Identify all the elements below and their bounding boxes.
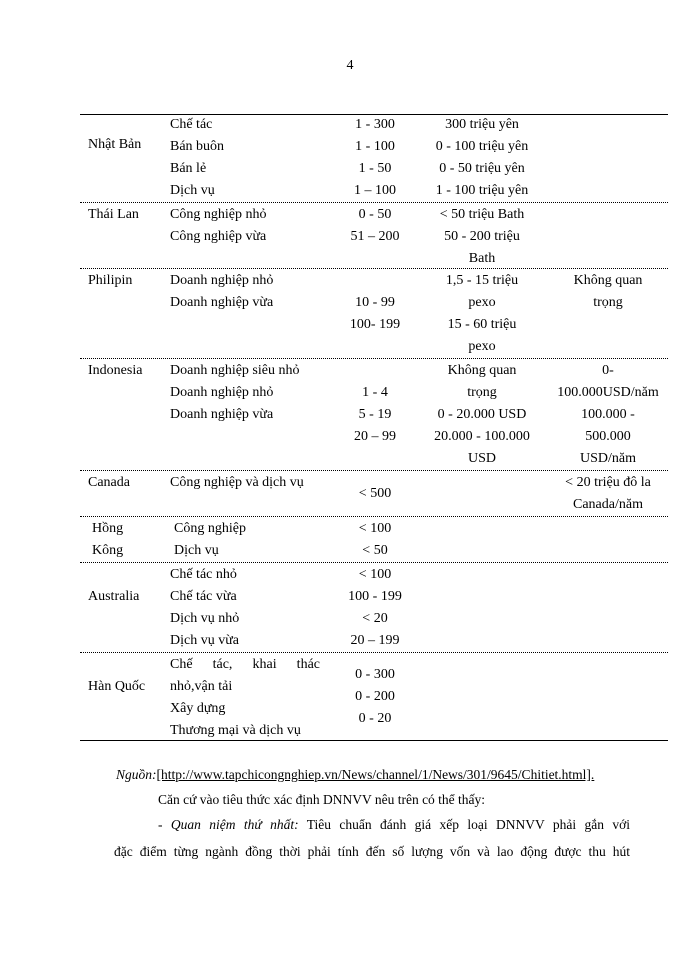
sector-cell: Chế tác vừa [170,589,237,604]
country-cell: Indonesia [88,363,143,378]
sector-cell: Bán buôn [170,139,225,154]
country-cell: Australia [88,589,140,604]
revenue-cell: Canada/năm [573,497,643,512]
sector-cell: Chế tác, khai thác [170,657,320,672]
source-line [116,766,594,784]
sector-cell: Doanh nghiệp vừa [170,407,274,422]
employees-cell: 0 - 200 [355,689,395,704]
paragraph-line: Căn cứ vào tiêu thức xác định DNNVV nêu trên có thể thấy: [158,792,486,807]
employees-cell: 20 – 199 [350,633,400,648]
country-cell: Kông [92,543,124,558]
sector-cell: Xây dựng [170,701,226,716]
revenue-cell: < 20 triệu đô la [565,475,651,490]
capital-cell: 0 - 50 triệu yên [439,161,525,176]
employees-cell: 51 – 200 [350,229,400,244]
sector-cell: Chế tác [170,117,213,132]
source-link[interactable]: [http://www.tapchicongnghiep.vn/News/channel/1/News/301/9645/Chitiet.html]. [156,767,595,782]
capital-cell: 50 - 200 triệu [444,229,520,244]
employees-cell: < 500 [358,486,392,501]
employees-cell: < 100 [358,567,392,582]
capital-cell: 300 triệu yên [445,117,519,132]
employees-cell: 100 - 199 [348,589,402,604]
row-divider [80,358,668,359]
sector-cell: Chế tác nhỏ [170,567,237,582]
row-divider [80,202,668,203]
employees-cell: 1 - 4 [362,385,388,400]
revenue-cell: trọng [593,295,623,310]
sector-cell: Công nghiệp nhỏ [170,207,267,222]
revenue-cell: USD/năm [580,451,636,466]
table-top-border [80,114,668,115]
capital-cell: pexo [468,295,496,310]
employees-cell: 10 - 99 [355,295,395,310]
capital-cell: Không quan [447,363,517,378]
country-cell: Nhật Bản [88,137,142,152]
sector-cell: Công nghiệp [174,521,246,536]
country-cell: Thái Lan [88,207,139,222]
sector-cell: Doanh nghiệp siêu nhỏ [170,363,300,378]
country-cell: Canada [88,475,130,490]
employees-cell: 1 - 300 [355,117,395,132]
employees-cell: 0 - 300 [355,667,395,682]
row-divider [80,652,668,653]
paragraph-text: Tiêu chuẩn đánh giá xếp loại DNNVV phải gắn với [298,817,630,832]
capital-cell: 20.000 - 100.000 [434,429,530,444]
sector-cell: Thương mại và dịch vụ [170,723,301,738]
employees-cell: 1 - 50 [358,161,392,176]
employees-cell: 0 - 50 [358,207,392,222]
row-divider [80,470,668,471]
sector-cell: Dịch vụ nhỏ [170,611,240,626]
sector-cell: Công nghiệp và dịch vụ [170,475,304,490]
sector-cell: Dịch vụ vừa [170,633,240,648]
country-cell: Hàn Quốc [88,679,146,694]
row-divider [80,268,668,269]
revenue-cell: 100.000 - [581,407,635,422]
capital-cell: trọng [467,385,497,400]
country-cell: Philipin [88,273,133,288]
capital-cell: 1 - 100 triệu yên [435,183,529,198]
employees-cell: < 20 [362,611,388,626]
capital-cell: < 50 triệu Bath [439,207,525,222]
country-cell: Hồng [92,521,124,536]
employees-cell: 1 – 100 [354,183,396,198]
capital-cell: 0 - 20.000 USD [437,407,527,422]
sector-cell: Công nghiệp vừa [170,229,267,244]
row-divider [80,562,668,563]
employees-cell: 0 - 20 [358,711,392,726]
employees-cell: 1 - 100 [355,139,395,154]
revenue-cell: 100.000USD/năm [557,385,659,400]
table-bottom-border [80,740,668,741]
row-divider [80,516,668,517]
revenue-cell: Không quan [573,273,643,288]
employees-cell: 5 - 19 [358,407,392,422]
employees-cell: < 50 [362,543,388,558]
source-label: Nguồn: [116,767,157,782]
sector-cell: nhỏ,vận tải [170,679,233,694]
capital-cell: pexo [468,339,496,354]
capital-cell: 15 - 60 triệu [447,317,517,332]
sector-cell: Dịch vụ [170,183,215,198]
revenue-cell: 0- [602,363,614,378]
capital-cell: USD [467,451,496,466]
paragraph-line: đặc điểm từng ngành đồng thời phải tính đến số lượng vốn và lao động được thu hút [114,844,630,859]
capital-cell: 0 - 100 triệu yên [435,139,529,154]
revenue-cell: 500.000 [585,429,631,444]
employees-cell: 100- 199 [349,317,401,332]
sector-cell: Doanh nghiệp nhỏ [170,385,274,400]
paragraph-italic: - Quan niệm thứ nhất: [158,817,299,832]
sector-cell: Doanh nghiệp vừa [170,295,274,310]
paragraph-line [158,816,630,834]
employees-cell: 20 – 99 [354,429,396,444]
capital-cell: Bath [468,251,496,266]
page-number: 4 [346,58,354,73]
sector-cell: Doanh nghiệp nhỏ [170,273,274,288]
sector-cell: Dịch vụ [174,543,219,558]
capital-cell: 1,5 - 15 triệu [445,273,519,288]
sector-cell: Bán lẻ [170,161,207,176]
employees-cell: < 100 [358,521,392,536]
